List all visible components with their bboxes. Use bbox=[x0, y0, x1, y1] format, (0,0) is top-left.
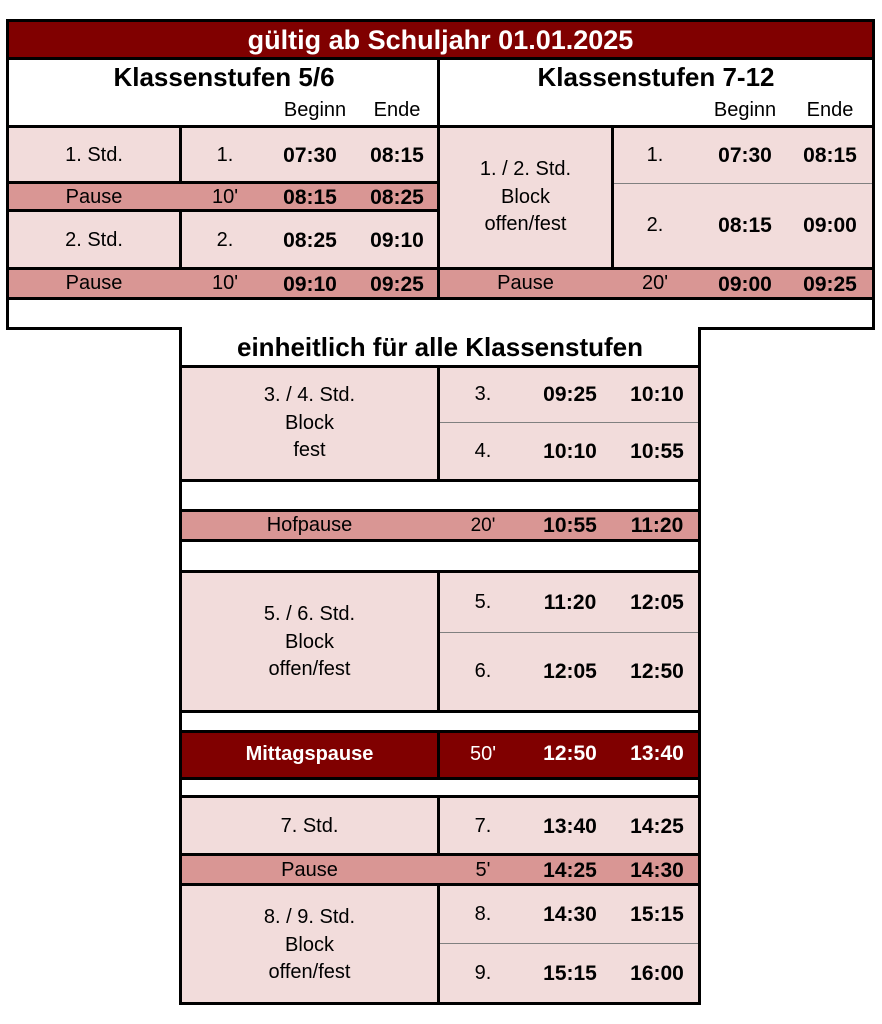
block-34-row-1-begin: 09:25 bbox=[543, 383, 597, 406]
std7-num: 7. bbox=[474, 815, 492, 837]
block-89-line-1: 8. / 9. Std. bbox=[263, 906, 356, 928]
divider bbox=[179, 479, 701, 482]
divider bbox=[179, 212, 182, 267]
divider bbox=[179, 539, 701, 542]
left-col-end: Ende bbox=[373, 99, 421, 121]
block-56-line-3: offen/fest bbox=[268, 658, 351, 680]
block-34-row-2-end: 10:55 bbox=[630, 440, 684, 463]
right-pause-label: Pause bbox=[497, 272, 554, 294]
divider bbox=[179, 777, 701, 780]
left-pause-1-end: 08:25 bbox=[370, 186, 424, 209]
right-block-line-3: offen/fest bbox=[484, 213, 567, 235]
divider bbox=[437, 733, 440, 777]
right-row-1-end: 08:15 bbox=[803, 144, 857, 167]
pause5-label: Pause bbox=[281, 859, 338, 881]
divider bbox=[179, 710, 701, 713]
right-pause-num: 20' bbox=[641, 272, 669, 294]
left-row-1-num: 1. bbox=[216, 144, 234, 166]
right-pause-end: 09:25 bbox=[803, 273, 857, 296]
block-89-line-3: offen/fest bbox=[268, 961, 351, 983]
left-row-2-label: 2. Std. bbox=[65, 229, 123, 251]
right-row-2-begin: 08:15 bbox=[718, 214, 772, 237]
block-34-line-3: fest bbox=[293, 439, 326, 461]
block-56-row-1-begin: 11:20 bbox=[543, 591, 597, 614]
right-pause-begin: 09:00 bbox=[718, 273, 772, 296]
left-pause-2-num: 10' bbox=[211, 272, 239, 294]
left-row-1-begin: 07:30 bbox=[283, 144, 337, 167]
block-89-row-2-begin: 15:15 bbox=[543, 962, 597, 985]
left-row-2-begin: 08:25 bbox=[283, 229, 337, 252]
hofpause-num: 20' bbox=[470, 515, 496, 536]
block-34-line-2: Block bbox=[285, 412, 334, 434]
block-56-row-2-num: 6. bbox=[474, 660, 492, 682]
left-col-begin: Beginn bbox=[283, 99, 347, 121]
left-pause-1-num: 10' bbox=[211, 186, 239, 208]
block-56-line-1: 5. / 6. Std. bbox=[263, 603, 356, 625]
block-34-row-1-num: 3. bbox=[474, 383, 492, 405]
right-block-line-1: 1. / 2. Std. bbox=[479, 158, 572, 180]
right-section-title: Klassenstufen 7-12 bbox=[537, 62, 775, 92]
block-56-row-2-begin: 12:05 bbox=[543, 660, 597, 683]
pause5-num: 5' bbox=[475, 859, 491, 881]
right-row-1-num: 1. bbox=[646, 144, 664, 166]
block-34-row-2-begin: 10:10 bbox=[543, 440, 597, 463]
block-89-row-1-end: 15:15 bbox=[630, 903, 684, 926]
left-section-title: Klassenstufen 5/6 bbox=[113, 62, 335, 92]
divider bbox=[440, 632, 698, 633]
hofpause-end: 11:20 bbox=[630, 514, 684, 537]
divider bbox=[6, 57, 875, 60]
divider bbox=[614, 183, 872, 184]
divider bbox=[437, 368, 440, 479]
block-89-row-1-num: 8. bbox=[474, 903, 492, 925]
right-col-begin: Beginn bbox=[713, 99, 777, 121]
divider bbox=[437, 798, 440, 853]
block-56-row-1-end: 12:05 bbox=[630, 591, 684, 614]
divider bbox=[440, 943, 698, 944]
mittagspause-begin: 12:50 bbox=[543, 742, 597, 765]
left-pause-1-label: Pause bbox=[65, 186, 123, 208]
right-col-end: Ende bbox=[806, 99, 854, 121]
mittagspause-num: 50' bbox=[469, 743, 497, 765]
divider bbox=[179, 128, 182, 181]
right-row-2-num: 2. bbox=[646, 214, 664, 236]
divider bbox=[611, 128, 614, 267]
divider bbox=[437, 886, 440, 1002]
block-56-row-1-num: 5. bbox=[474, 591, 492, 613]
block-34-line-1: 3. / 4. Std. bbox=[263, 384, 356, 406]
block-89-row-2-end: 16:00 bbox=[630, 962, 684, 985]
right-block-line-2: Block bbox=[501, 186, 550, 208]
left-row-2-num: 2. bbox=[216, 229, 234, 251]
block-89-row-1-begin: 14:30 bbox=[543, 903, 597, 926]
pause5-begin: 14:25 bbox=[543, 859, 597, 882]
hofpause-begin: 10:55 bbox=[543, 514, 597, 537]
block-56-row-2-end: 12:50 bbox=[630, 660, 684, 683]
common-title: einheitlich für alle Klassenstufen bbox=[237, 332, 643, 362]
divider bbox=[440, 422, 698, 423]
std7-begin: 13:40 bbox=[543, 815, 597, 838]
right-row-2-end: 09:00 bbox=[803, 214, 857, 237]
block-89-line-2: Block bbox=[285, 934, 334, 956]
block-56-line-2: Block bbox=[285, 631, 334, 653]
block-34-row-2-num: 4. bbox=[474, 440, 492, 462]
right-row-1-begin: 07:30 bbox=[718, 144, 772, 167]
divider bbox=[6, 297, 875, 300]
left-row-1-label: 1. Std. bbox=[65, 144, 123, 166]
mittagspause-end: 13:40 bbox=[630, 742, 684, 765]
left-pause-2-end: 09:25 bbox=[370, 273, 424, 296]
divider bbox=[437, 573, 440, 710]
pause5-end: 14:30 bbox=[630, 859, 684, 882]
block-89-row-2-num: 9. bbox=[474, 962, 492, 984]
header-title: gültig ab Schuljahr 01.01.2025 bbox=[247, 25, 634, 55]
std7-end: 14:25 bbox=[630, 815, 684, 838]
left-pause-2-begin: 09:10 bbox=[283, 273, 337, 296]
std7-label: 7. Std. bbox=[280, 815, 339, 837]
left-pause-1-begin: 08:15 bbox=[283, 186, 337, 209]
left-pause-2-label: Pause bbox=[65, 272, 123, 294]
hofpause-label: Hofpause bbox=[266, 514, 353, 536]
mittagspause-label: Mittagspause bbox=[245, 743, 374, 765]
left-row-1-end: 08:15 bbox=[370, 144, 424, 167]
block-34-row-1-end: 10:10 bbox=[630, 383, 684, 406]
left-row-2-end: 09:10 bbox=[370, 229, 424, 252]
